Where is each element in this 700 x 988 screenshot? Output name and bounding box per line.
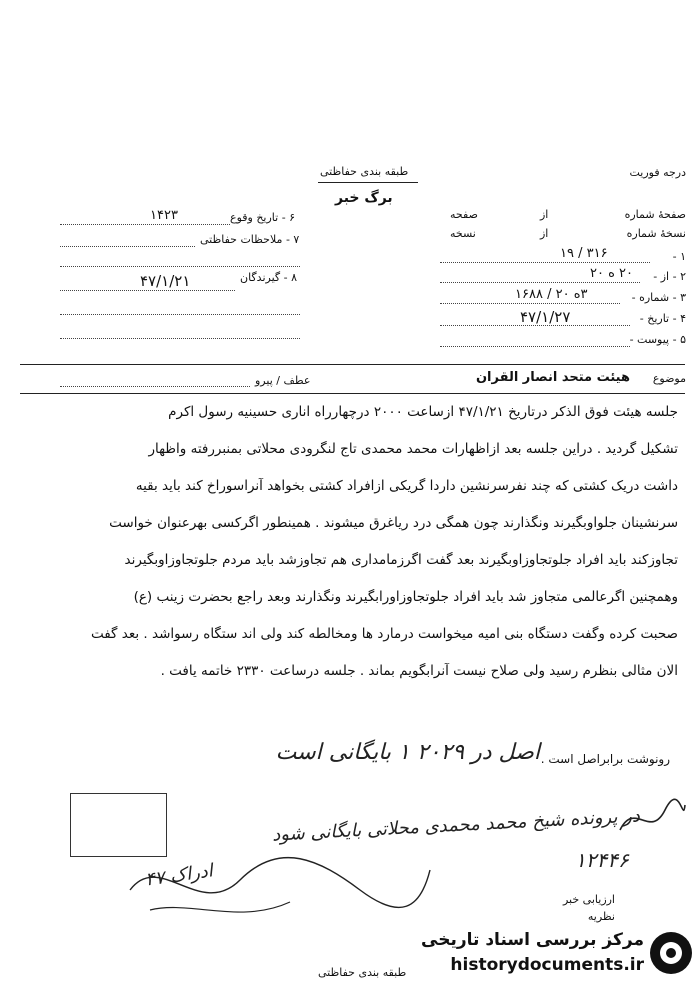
subject-label: موضوع <box>652 372 686 385</box>
copy-suffix-label: نسخه <box>450 227 476 240</box>
field5-dotline <box>440 346 630 347</box>
field6-value: ۱۴۲۳ <box>150 208 178 223</box>
body-line-4: سرنشینان جلواوبگیرند ونگذارند چون همگی درد ریاغرق میشوند . همینطور اگرکسی بهرعنوان خواست <box>109 515 678 531</box>
page-of-label: از <box>540 208 549 221</box>
field3-dotline <box>440 303 620 304</box>
watermark-url: historydocuments.ir <box>450 955 644 975</box>
field1-label: ۱ - <box>672 250 686 263</box>
form-title: برگ خبر <box>335 190 393 206</box>
field3-label: ۳ - شماره - <box>631 291 686 304</box>
copy-number-label: نسخهٔ شماره <box>626 227 686 240</box>
left-blank-dotline-1 <box>60 266 300 267</box>
body-line-1: جلسه هیئت فوق الذکر درتاریخ ۴۷/۱/۲۱ ازساعت ۲۰۰۰ درچهارراه اناری حسینیه رسول اکرم <box>168 404 678 420</box>
copy-note-handwritten: اصل در ۲۰۲۹ ۱ بایگانی است <box>275 740 540 765</box>
margin-note-handwritten: ادراک ۴۷ <box>143 860 215 891</box>
field4-dotline <box>440 325 630 326</box>
field3-value: ۳ه ۲۰ / ۱۶۸۸ <box>515 287 588 302</box>
field8-label: ۸ - گیرندگان <box>240 271 298 284</box>
classification-label-top: طبقه بندی حفاظتی <box>320 165 409 178</box>
field7-label: ۷ - ملاحظات حفاظتی <box>200 233 300 246</box>
reference-label: عطف / پیرو <box>255 374 311 387</box>
field6-label: ۶ - تاریخ وقوع <box>230 211 296 224</box>
field8-dotline <box>60 290 235 291</box>
body-line-7: صحبت کرده وگفت دستگاه بنی امیه میخواست درمارد ها ومخالطه کند ولی اند ستگاه رسواشد . بعد گفت <box>90 626 678 642</box>
signature-scribble <box>120 830 440 930</box>
left-blank-dotline-2 <box>60 314 300 315</box>
field2-label: ۲ - از - <box>653 270 686 283</box>
field7-dotline <box>60 246 195 247</box>
field4-label: ۴ - تاریخ - <box>639 312 686 325</box>
field5-label: ۵ - پیوست - <box>629 333 686 346</box>
priority-label: درجه فوریت <box>629 166 686 179</box>
page-number-label: صفحهٔ شماره <box>624 208 686 221</box>
body-line-3: داشت دریک کشتی که چند نفرسرنشین داردا گریکی ازافراد کشتی بخواهد آنراسوراخ کند باید بقیه <box>135 478 678 494</box>
body-line-6: وهمچنین اگرعالمی متجاوز شد باید افراد جلوتجاوزاورابگیرند ونگذارند وبعد راجع بحضرت زینب (ع) <box>133 589 678 605</box>
archive-note-handwritten: در پرونده شیخ محمد محمدی محلاتی بایگانی شود <box>271 805 641 846</box>
top-right-signature <box>615 795 690 845</box>
copy-of-label: از <box>540 227 549 240</box>
body-line-8: الان مثالی بنظرم رسید ولی صلاح نیست آنرابگویم بماند . جلسه درساعت ۲۳۳۰ خاتمه یافت . <box>160 663 678 679</box>
classification-underline <box>318 182 418 183</box>
body-line-2: تشکیل گردید . دراین جلسه بعد ازاظهارات محمد محمدی تاج لنگرودی محلاتی بمنبررفته واظهار <box>148 441 678 457</box>
body-line-5: تجاوزکند باید افراد جلوتجاوزاوبگیرند بعد گفت اگرزمامداری هم تجاوزشد باید مردم جلوتجاوزاوبگیرند <box>124 552 678 568</box>
watermark <box>418 926 694 982</box>
subject-top-rule <box>20 364 685 365</box>
classification-label-bottom: طبقه بندی حفاظتی <box>318 966 407 979</box>
field6-dotline <box>60 224 230 225</box>
field2-value: ۲۰ ه ۲۰ <box>590 266 634 281</box>
field1-dotline <box>440 262 650 263</box>
subject-value: هیئت متحد انصار القران <box>475 370 630 385</box>
copy-note-typed: رونوشت برابراصل است . <box>540 752 670 766</box>
handwritten-numbers: ۱۲۴۴۶ <box>575 848 629 872</box>
reporter-label: ارزیابی خبر <box>562 893 615 906</box>
left-blank-dotline-3 <box>60 338 300 339</box>
field2-dotline <box>440 282 640 283</box>
watermark-logo-icon <box>650 932 692 974</box>
reference-dotline <box>60 386 250 387</box>
subject-bottom-rule <box>20 393 685 394</box>
page-suffix-label: صفحه <box>450 208 478 221</box>
field4-value: ۴۷/۱/۲۷ <box>520 308 571 326</box>
watermark-name: مرکز بررسی اسناد تاریخی <box>421 930 644 950</box>
field8-value: ۴۷/۱/۲۱ <box>140 272 191 290</box>
field1-value: ۳۱۶ / ۱۹ <box>560 246 608 261</box>
opinion-label: نظریه <box>587 910 615 923</box>
